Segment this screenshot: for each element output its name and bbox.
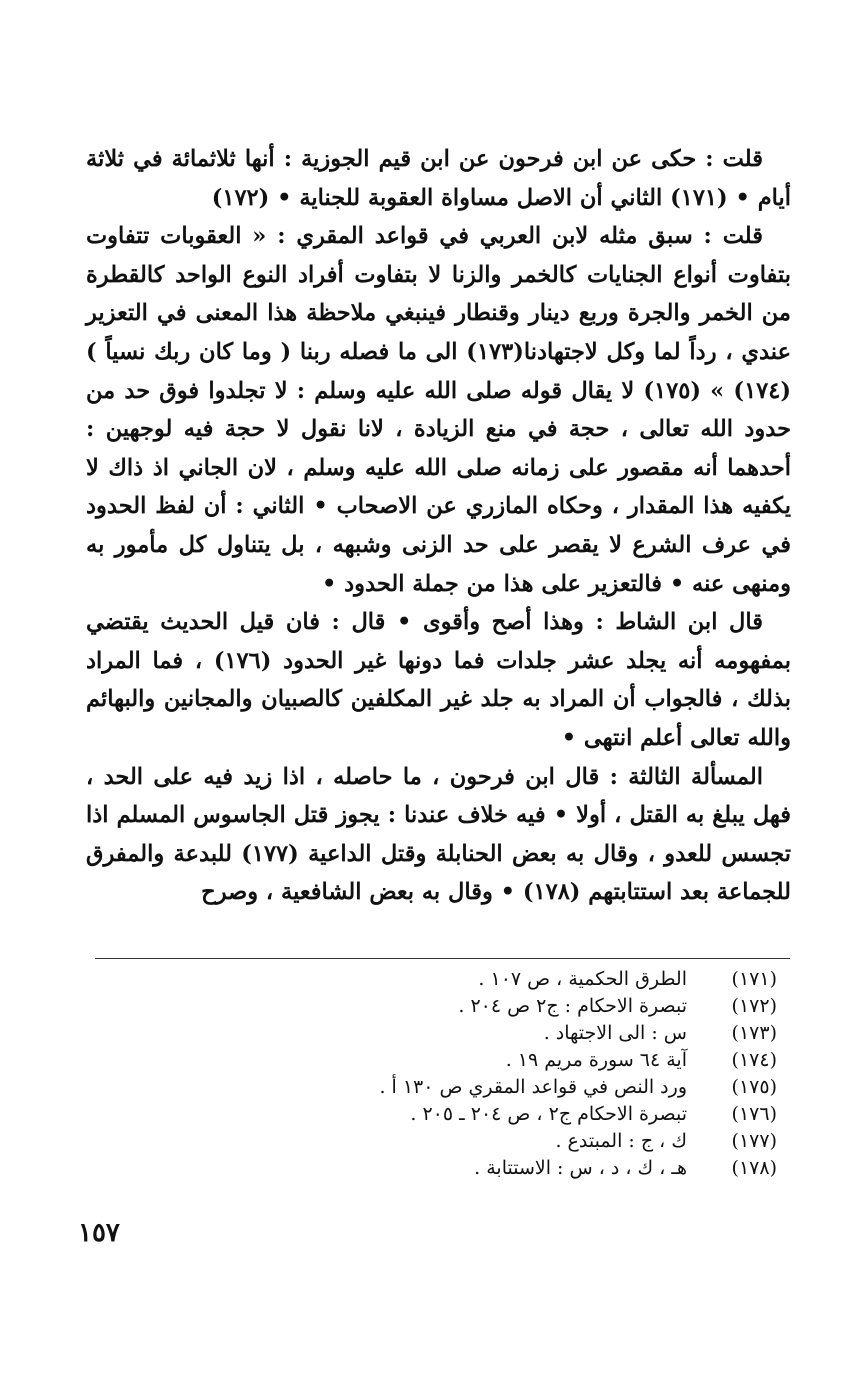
footnote-text: الطرق الحكمية ، ص ١٠٧ . (478, 968, 687, 990)
footnote-item (86, 1074, 791, 1101)
footnotes (86, 966, 791, 1182)
footnote-item (86, 1020, 791, 1047)
footnote-divider (95, 958, 790, 959)
footnote-number: (١٧٦) (731, 1103, 777, 1125)
footnote-text: س : الى الاجتهاد . (543, 1022, 687, 1044)
footnote-item (86, 993, 791, 1020)
paragraph-4: المسألة الثالثة : قال ابن فرحون ، ما حاصله ، اذا زيد فيه على الحد ، فهل يبلغ به القتل ، أولا • فيه خلاف عندنا : يجوز قتل الجاسوس المسلم اذا تجسس للعدو ، وقال به بعض الحنابلة وقتل الداعية (١٧٧) للبدعة والمفرق للجماعة بعد استتابتهم (١٧٨) • وقال به بعض الشافعية ، وصرح (86, 763, 791, 906)
main-text (86, 140, 791, 912)
footnote-text: تبصرة الاحكام ج٢ ، ص ٢٠٤ ـ ٢٠٥ . (410, 1103, 687, 1125)
footnote-number: (١٧٢) (731, 995, 777, 1017)
footnote-number: (١٧١) (731, 968, 777, 990)
footnote-text: ورد النص في قواعد المقري ص ١٣٠ أ . (379, 1076, 687, 1098)
paragraph-1: قلت : حكى عن ابن فرحون عن ابن قيم الجوزية : أنها ثلاثمائة في ثلاثة أيام • (١٧١) الثاني أن الاصل مساواة العقوبة للجناية • (١٧٢) (86, 146, 791, 211)
footnote-text: آية ٦٤ سورة مريم ١٩ . (505, 1049, 687, 1071)
footnote-number: (١٧٥) (731, 1076, 777, 1098)
footnote-text: تبصرة الاحكام : ج٢ ص ٢٠٤ . (458, 995, 687, 1017)
footnote-item (86, 1128, 791, 1155)
paragraph-2: قلت : سبق مثله لابن العربي في قواعد المقري : « العقوبات تتفاوت بتفاوت أنواع الجنايات كالخمر والزنا لا بتفاوت أفراد النوع الواحد كالقطرة من الخمر والجرة وربع دينار وقنطار فينبغي ملاحظة هذا المعنى في التعزير عندي ، رداً لما وكل لاجتهادنا(١٧٣) الى ما فصله ربنا ( وما كان ربك نسياً )(١٧٤) » (١٧٥) لا يقال قوله صلى الله عليه وسلم : لا تجلدوا فوق حد من حدود الله تعالى ، حجة في منع الزيادة ، لانا نقول لا حجة فيه لوجهين : أحدهما أنه مقصور على زمانه صلى الله عليه وسلم ، لان الجاني اذ ذاك لا يكفيه هذا المقدار ، وحكاه المازري عن الاصحاب • الثاني : أن لفظ الحدود في عرف الشرع لا يقصر على حد الزنى وشبهه ، بل يتناول كل مأمور به ومنهى عنه • فالتعزير على هذا من جملة الحدود • (86, 223, 792, 597)
footnote-number: (١٧٧) (731, 1130, 777, 1152)
footnote-item (86, 966, 791, 993)
footnote-item (86, 1047, 791, 1074)
footnote-text: هـ ، ك ، د ، س : الاستتابة . (474, 1157, 687, 1179)
footnote-text: ك ، ج : المبتدع . (555, 1130, 687, 1152)
footnote-item (86, 1155, 791, 1182)
footnote-number: (١٧٣) (731, 1022, 777, 1044)
footnote-item (86, 1101, 791, 1128)
page-number: ١٥٧ (78, 1218, 120, 1248)
footnote-number: (١٧٤) (731, 1049, 777, 1071)
footnote-number: (١٧٨) (731, 1157, 777, 1179)
paragraph-3: قال ابن الشاط : وهذا أصح وأقوى • قال : فان قيل الحديث يقتضي بمفهومه أنه يجلد عشر جلدات فما دونها غير الحدود (١٧٦) ، فما المراد بذلك ، فالجواب أن المراد به جلد غير المكلفين كالصبيان والمجانين والبهائم والله تعالى أعلم انتهى • (86, 609, 791, 751)
